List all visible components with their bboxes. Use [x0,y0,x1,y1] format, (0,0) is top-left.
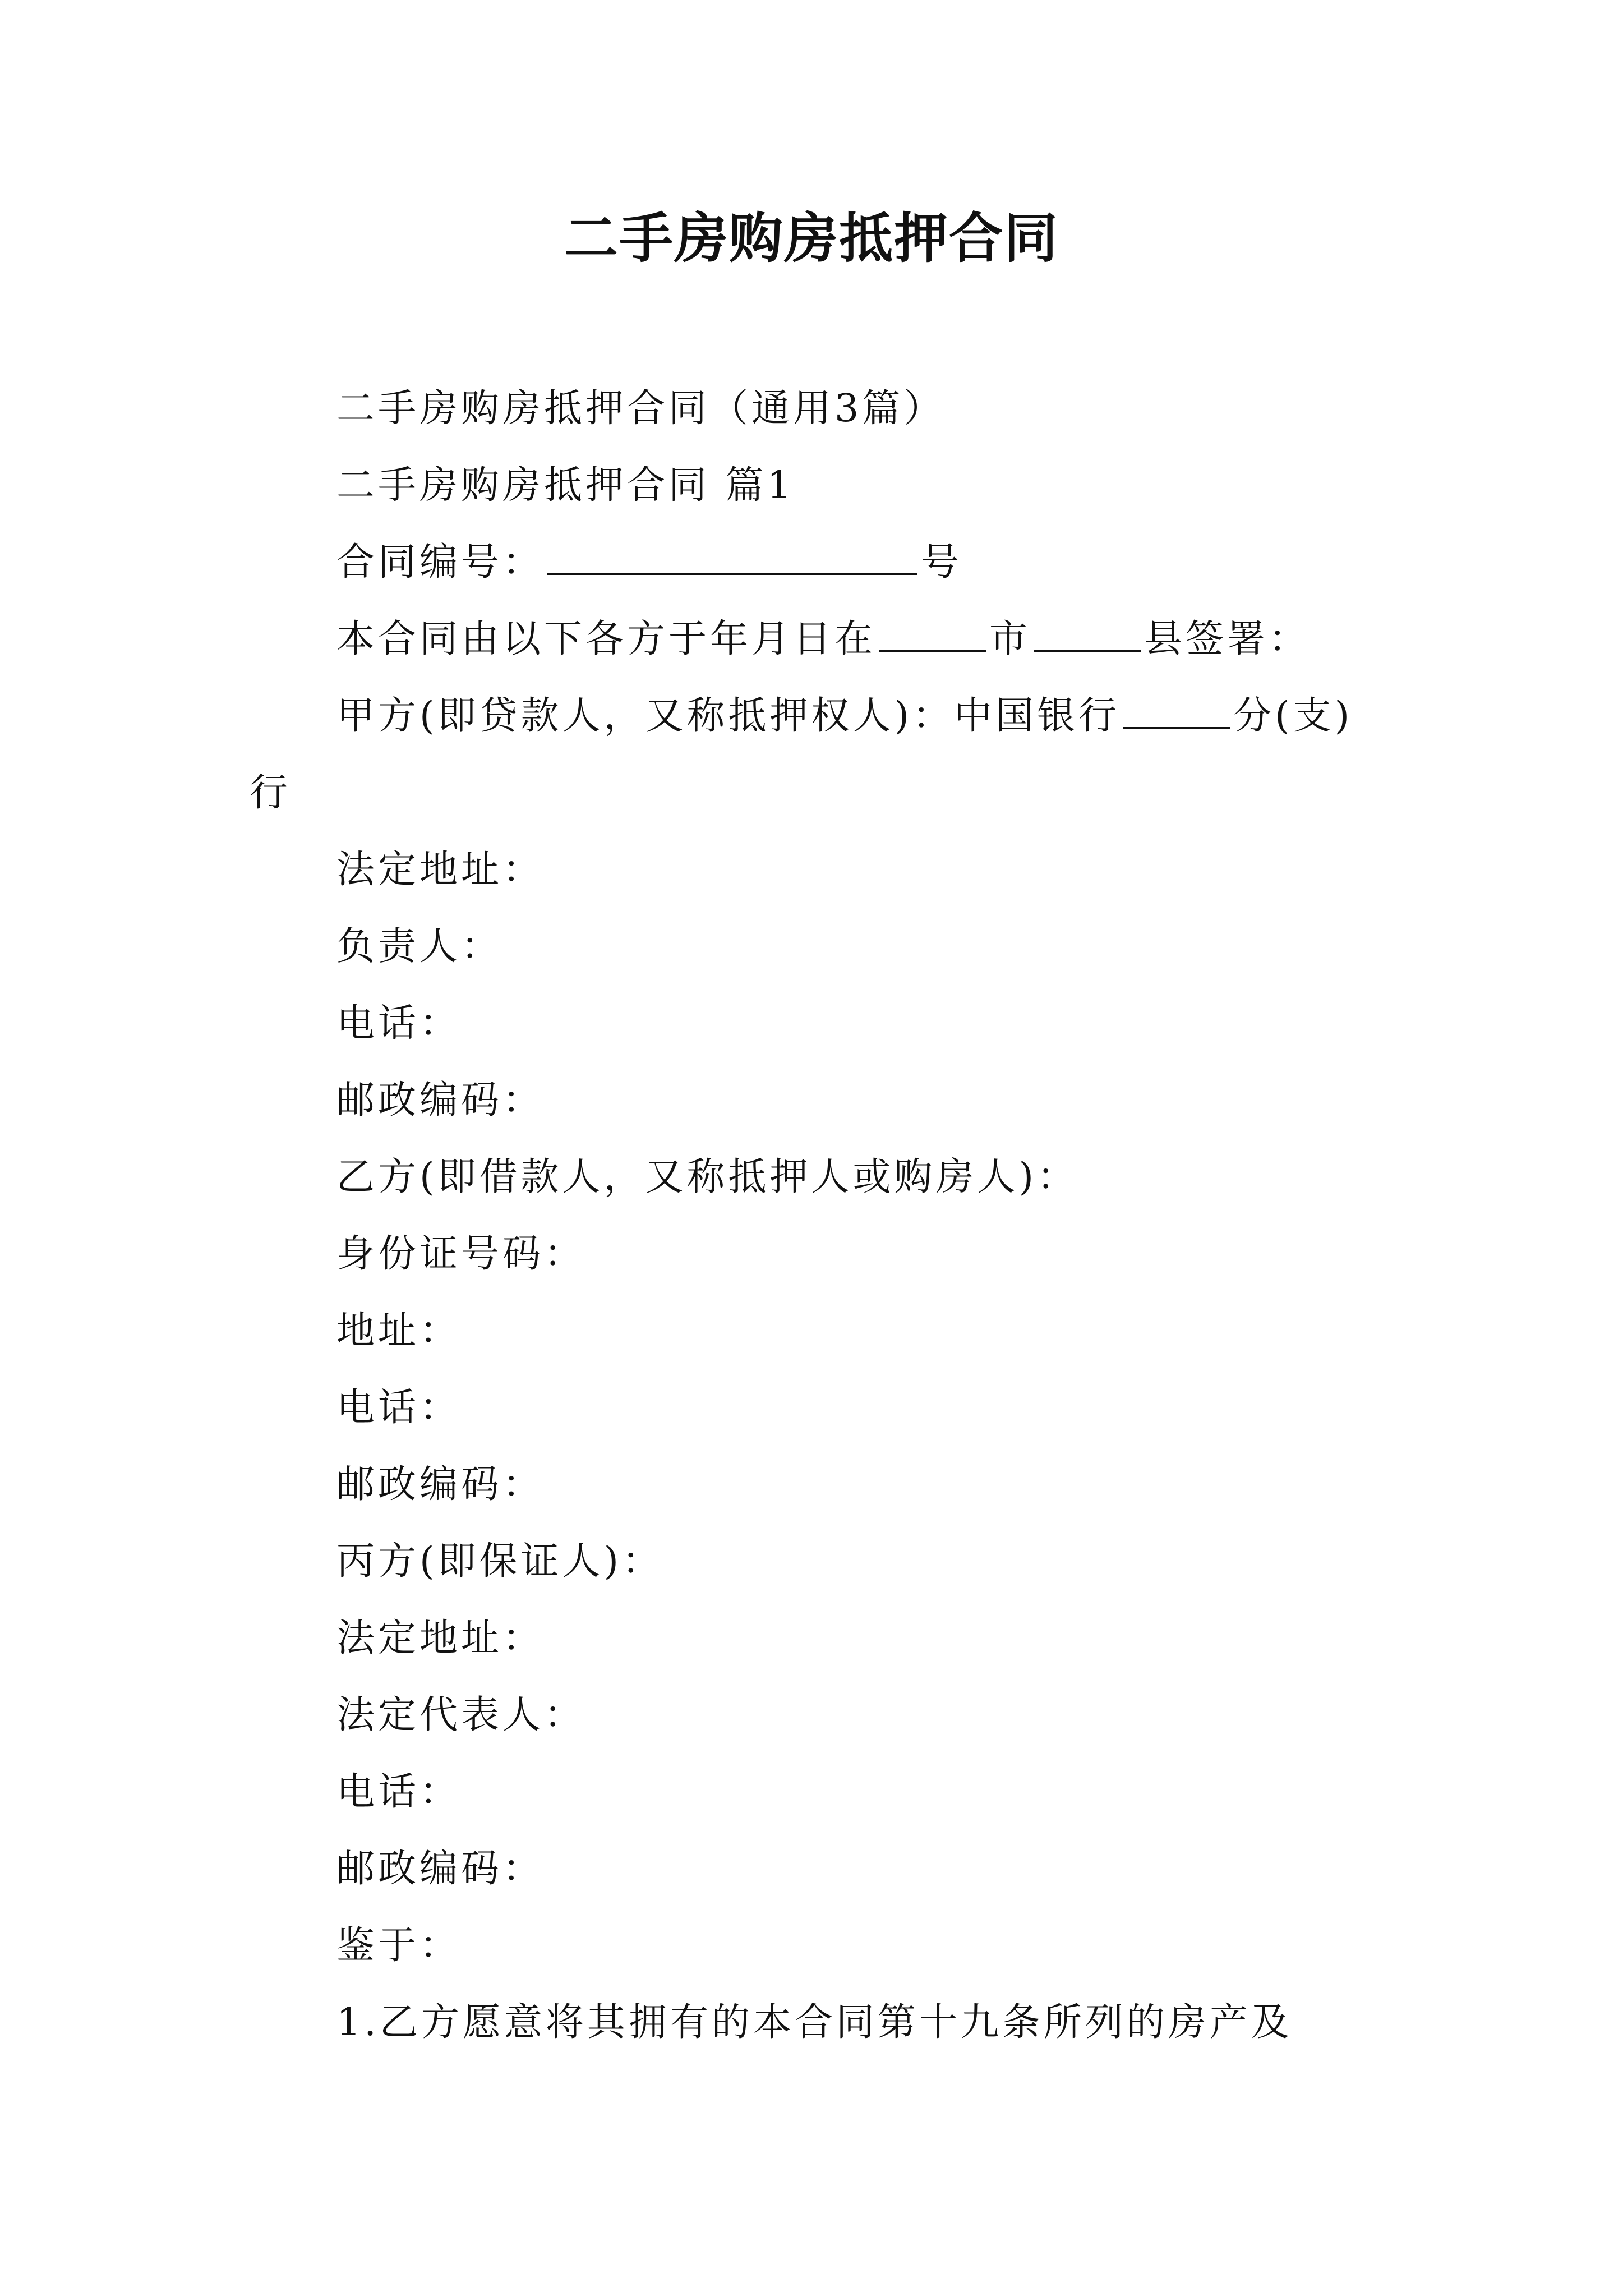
party-a-postcode: 邮政编码： [336,1078,545,1122]
party-c-address: 法定地址： [336,1616,545,1660]
party-c-phone: 电话： [336,1770,462,1814]
branch-blank [1123,727,1230,729]
party-b-postcode: 邮政编码： [336,1462,545,1507]
party-c-intro: 丙方(即保证人)： [336,1539,664,1584]
party-b-phone: 电话： [336,1386,462,1430]
contract-number-label: 合同编号： [336,540,545,585]
party-c-postcode: 邮政编码： [336,1847,545,1891]
party-b-intro: 乙方(即借款人，又称抵押人或购房人)： [336,1155,1079,1199]
party-a-intro-text: 甲方(即贷款人，又称抵押权人)：中国银行 [336,694,1121,738]
signing-text-3: 县签署： [1144,617,1311,661]
contract-number-suffix: 号 [921,540,963,585]
party-a-address: 法定地址： [336,848,545,892]
county-blank [1034,650,1141,652]
contract-number-blank [547,573,917,575]
signing-text-2: 市 [989,617,1031,661]
document-body [250,370,1377,2061]
party-a-phone: 电话： [336,1001,462,1046]
party-c-representative: 法定代表人： [336,1693,586,1737]
party-b-id-number: 身份证号码： [336,1232,586,1276]
document-title: 二手房购房抵押合同 [564,207,1059,270]
section-heading: 二手房购房抵押合同 篇1 [336,463,795,508]
city-blank [879,650,986,652]
clause-1: 1.乙方愿意将其拥有的本合同第十九条所列的房产及 [336,2000,1293,2045]
contract-number-line [250,524,1377,601]
party-b-address: 地址： [336,1309,462,1353]
signing-line [250,601,1377,678]
party-a-intro [250,678,1377,754]
whereas-heading: 鉴于： [336,1924,462,1968]
signing-text-1: 本合同由以下各方于年月日在 [336,617,877,661]
party-a-principal: 负责人： [336,924,503,969]
party-a-intro-wrap: 行 [250,771,292,815]
party-a-intro-suffix: 分(支) [1233,694,1353,738]
document-subtitle: 二手房购房抵押合同（通用3篇） [336,386,946,431]
